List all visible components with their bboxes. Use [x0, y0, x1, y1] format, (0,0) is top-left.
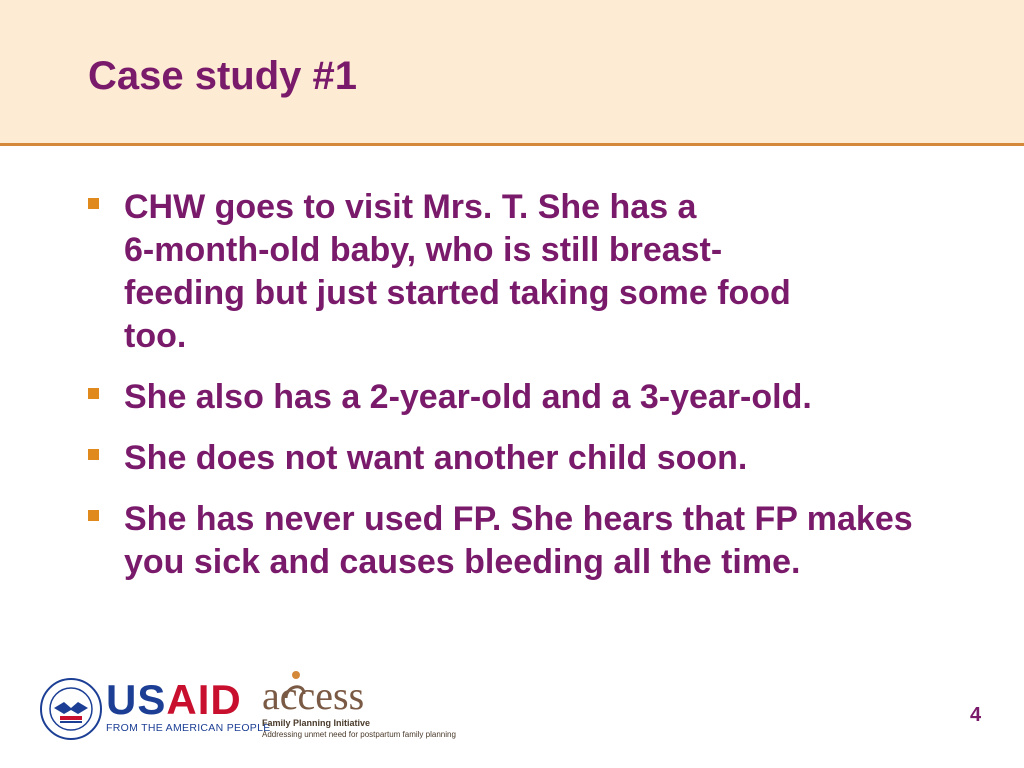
bullet-text: She has never used FP. She hears that FP makes you sick and causes bleeding all the time.: [124, 500, 913, 581]
usaid-seal-icon: [40, 678, 102, 740]
square-bullet-icon: [88, 198, 99, 209]
bullet-item: [86, 376, 966, 419]
square-bullet-icon: [88, 510, 99, 521]
access-logo: [262, 668, 462, 748]
access-wordmark: access: [262, 673, 365, 718]
square-bullet-icon: [88, 388, 99, 399]
usaid-tagline: FROM THE AMERICAN PEOPLE: [106, 722, 271, 734]
usaid-logo: [106, 678, 242, 722]
slide-header: [0, 0, 1024, 146]
page-number: 4: [970, 704, 982, 726]
bullet-text: She does not want another child soon.: [124, 439, 748, 477]
bullet-item: [86, 437, 966, 480]
usaid-logo-us: US: [106, 676, 167, 723]
bullet-line: feeding but just started taking some food: [124, 274, 791, 312]
footer-logos: [40, 668, 460, 748]
bullet-item: [86, 186, 966, 358]
bullet-line: too.: [124, 317, 187, 355]
bullet-line: CHW goes to visit Mrs. T. She has a: [124, 188, 697, 226]
bullet-text: She also has a 2-year-old and a 3-year-old.: [124, 378, 812, 416]
bullet-list: [86, 186, 966, 602]
usaid-logo-aid: AID: [166, 676, 242, 723]
access-tagline: Addressing unmet need for postpartum family planning: [262, 730, 456, 739]
bullet-line: 6-month-old baby, who is still breast-: [124, 231, 723, 269]
bullet-item: [86, 498, 966, 584]
square-bullet-icon: [88, 449, 99, 460]
slide-title: Case study #1: [88, 54, 358, 98]
access-subtitle: Family Planning Initiative: [262, 718, 371, 728]
